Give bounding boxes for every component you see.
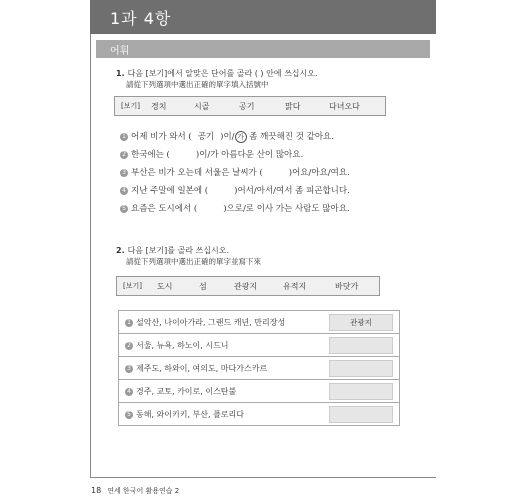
q1-word: 경치 <box>151 102 167 111</box>
q2-answer-table <box>118 310 400 426</box>
q2-row-text: 설악산, 나이아가라, 그랜드 캐년, 만리장성 <box>136 318 286 327</box>
q1-instruction-zh: 請從下列選項中選出正確的單字填入括號中 <box>126 80 269 89</box>
number-badge: 3 <box>125 365 133 373</box>
q1-word: 공기 <box>239 102 255 111</box>
q2-answer-field[interactable] <box>329 360 393 377</box>
q1-word: 맑다 <box>285 102 301 111</box>
q2-word-box <box>116 276 380 296</box>
q2-row-text: 제주도, 하와이, 여의도, 마다가스카르 <box>136 364 268 373</box>
section-title: 어휘 <box>110 46 130 57</box>
q1-word: 다녀오다 <box>329 102 360 111</box>
q1-sentence: 3 부산은 비가 오는데 서울은 날씨가 ( )어요/아요/여요. <box>120 166 350 178</box>
q1-sentence: 2 한국에는 ( )이/가 아름다운 산이 많아요. <box>120 148 303 160</box>
q1-word-box <box>114 96 386 116</box>
q2-number: 2. <box>116 246 125 255</box>
q1-sentence: 4 지난 주말에 일본에 ( )어서/아서/여서 좀 피곤합니다. <box>120 184 350 196</box>
q2-row <box>119 380 399 403</box>
q1-instruction: 1. 다음 [보기]에서 알맞은 단어를 골라 ( ) 안에 쓰십시오. <box>116 69 318 78</box>
q2-row-text: 동해, 와이키키, 부산, 플로리다 <box>136 410 244 419</box>
q2-row <box>119 311 399 334</box>
number-badge: 4 <box>120 187 128 195</box>
number-badge: 5 <box>120 205 128 213</box>
q2-row <box>119 357 399 380</box>
q1-sentence: 1 어제 비가 와서 ( 공기 )이/ 가 좀 깨끗해진 것 같아요. <box>120 130 334 143</box>
page-footer <box>91 486 179 496</box>
q2-word-box-tag: [보기] <box>123 282 142 290</box>
q2-word: 도시 <box>157 282 173 291</box>
q2-answer-field[interactable] <box>329 383 393 400</box>
number-badge: 1 <box>120 133 128 141</box>
q1-word-box-tag: [보기] <box>121 102 140 110</box>
lesson-title-bar <box>90 0 436 34</box>
q2-word: 바닷가 <box>335 282 359 291</box>
number-badge: 3 <box>120 169 128 177</box>
book-title: 연세 한국어 활용연습 2 <box>107 487 180 495</box>
q2-answer-field[interactable] <box>329 337 393 354</box>
number-badge: 2 <box>125 342 133 350</box>
number-badge: 4 <box>125 388 133 396</box>
q2-row-text: 경주, 교토, 카이로, 이스탄불 <box>136 387 237 396</box>
q2-word: 섬 <box>199 282 207 291</box>
q2-word: 관광지 <box>234 282 258 291</box>
page-number: 18 <box>91 486 102 495</box>
q2-row <box>119 403 399 425</box>
q2-row-text: 서울, 뉴욕, 하노이, 시드니 <box>136 341 229 350</box>
number-badge: 2 <box>120 151 128 159</box>
q2-row <box>119 334 399 357</box>
lesson-title: 1과 4항 <box>110 9 172 28</box>
q2-instruction: 2. 다음 [보기]를 골라 쓰십시오. <box>116 246 230 255</box>
q1-number: 1. <box>116 69 125 78</box>
q2-answer-field[interactable]: 관광지 <box>329 314 393 331</box>
circled-choice: 가 <box>235 131 247 143</box>
filled-answer: 공기 <box>197 132 215 142</box>
q1-sentence: 5 요즘은 도시에서 ( )으로/로 이사 가는 사람도 많아요. <box>120 202 350 214</box>
q1-word: 시골 <box>194 102 210 111</box>
q2-instruction-zh: 請從下列選項中選出正確的單字並寫下來 <box>126 257 261 266</box>
number-badge: 5 <box>125 411 133 419</box>
q2-answer-field[interactable] <box>329 406 393 423</box>
q2-word: 유적지 <box>283 282 307 291</box>
number-badge: 1 <box>125 319 133 327</box>
section-bar <box>96 40 430 58</box>
